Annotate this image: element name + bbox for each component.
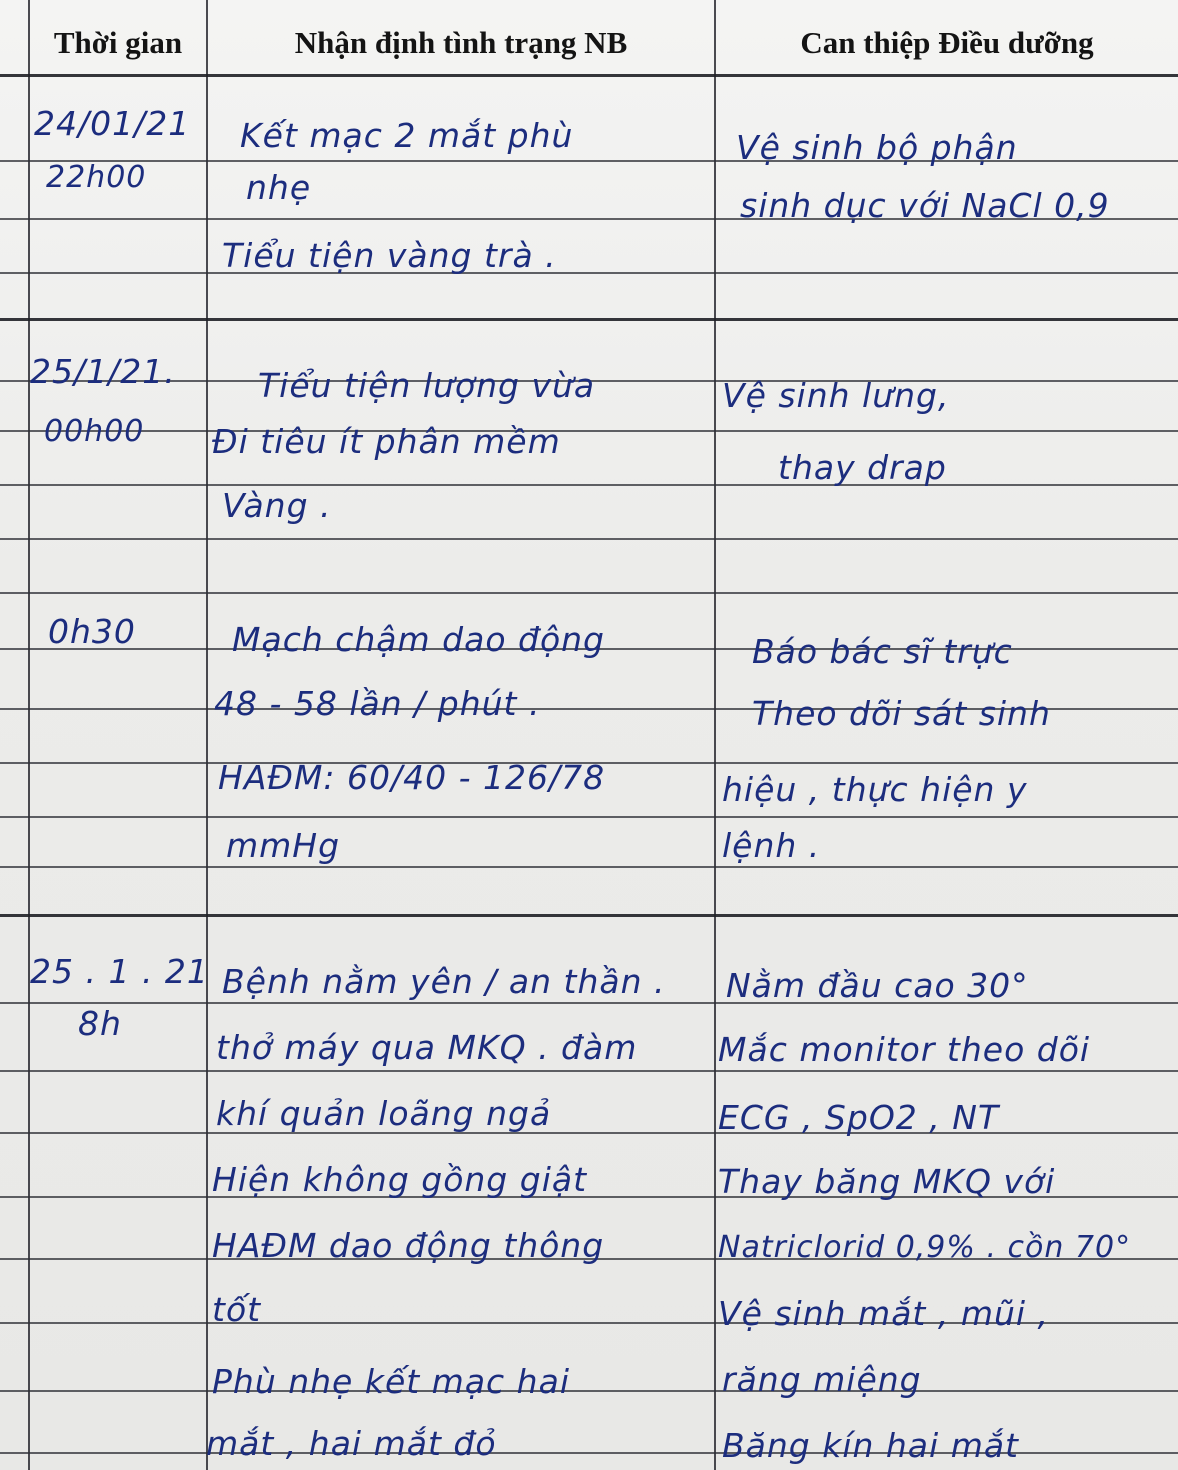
column-rule-assessment [714,0,716,1470]
entry-3-assessment-line: HAĐM: 60/40 - 126/78 [218,758,606,797]
entry-4-assessment-line: HAĐM dao động thông [212,1226,605,1265]
entry-4-assessment-line: tốt [212,1290,262,1329]
row-rule [0,272,1178,274]
row-rule [0,592,1178,594]
entry-4-intervention-line: Băng kín hai mắt [722,1426,1019,1465]
entry-4-assessment-line: Hiện không gồng giật [212,1160,588,1199]
row-rule [0,430,1178,432]
entry-4-assessment-line: mắt , hai mắt đỏ [206,1424,497,1463]
entry-4-assessment-line: thở máy qua MKQ . đàm [216,1028,638,1067]
entry-1-assessment-line: Kết mạc 2 mắt phù [240,116,574,155]
row-rule [0,816,1178,818]
entry-4-assessment-line: Bệnh nằm yên / an thần . [222,962,666,1001]
entry-4-intervention-line: Vệ sinh mắt , mũi , [718,1294,1050,1333]
entry-4-intervention-line: Natriclorid 0,9% . cồn 70° [718,1230,1132,1265]
header-intervention: Can thiệp Điều dưỡng [800,25,1094,60]
column-rule-time [206,0,208,1470]
entry-3-assessment-line: mmHg [226,826,341,865]
entry-3-intervention-line: lệnh . [722,826,821,865]
row-rule [0,1132,1178,1134]
entry-3-assessment-line: 48 - 58 lần / phút . [214,684,541,723]
entry-1-hour: 22h00 [46,160,147,195]
entry-1-assessment-line: Tiểu tiện vàng trà . [222,236,557,275]
entry-2-intervention-line: thay drap [778,448,947,487]
entry-1-intervention-line: sinh dục với NaCl 0,9 [740,186,1110,225]
entry-4-assessment-line: khí quản loãng ngả [216,1094,552,1133]
row-rule [0,1070,1178,1072]
entry-1-date: 24/01/21 [34,104,191,143]
entry-2-assessment-line: Tiểu tiện lượng vừa [258,366,596,405]
entry-3-intervention-line: Báo bác sĩ trực [752,632,1013,671]
entry-3-intervention-line: hiệu , thực hiện y [722,770,1028,809]
row-rule [0,484,1178,486]
entry-4-intervention-line: ECG , SpO2 , NT [718,1098,1000,1137]
entry-4-intervention-line: Mắc monitor theo dõi [718,1030,1091,1069]
entry-4-intervention-line: Thay băng MKQ với [718,1162,1056,1201]
row-rule [0,538,1178,540]
entry-3-hour: 0h30 [48,612,136,651]
entry-3-assessment-line: Mạch chậm dao động [232,620,606,659]
entry-1-intervention-line: Vệ sinh bộ phận [736,128,1018,167]
entry-rule [0,914,1178,917]
entry-2-assessment-line: Đi tiêu ít phân mềm [212,422,561,461]
entry-4-hour: 8h [78,1004,122,1043]
entry-2-intervention-line: Vệ sinh lưng, [722,376,950,415]
entry-1-assessment-line: nhẹ [246,168,312,207]
entry-rule [0,318,1178,321]
header-assessment: Nhận định tình trạng NB [294,25,628,60]
entry-2-date: 25/1/21. [30,352,176,391]
left-margin-rule [28,0,30,1470]
entry-3-intervention-line: Theo dõi sát sinh [752,694,1051,733]
entry-4-intervention-line: răng miệng [722,1360,922,1399]
entry-2-hour: 00h00 [44,414,145,449]
row-rule [0,866,1178,868]
entry-4-assessment-line: Phù nhẹ kết mạc hai [212,1362,570,1401]
entry-2-assessment-line: Vàng . [222,486,332,525]
row-rule [0,1390,1178,1392]
entry-4-date: 25 . 1 . 21 [30,952,209,991]
header-time: Thời gian [53,25,183,60]
entry-4-intervention-line: Nằm đầu cao 30° [726,966,1029,1005]
